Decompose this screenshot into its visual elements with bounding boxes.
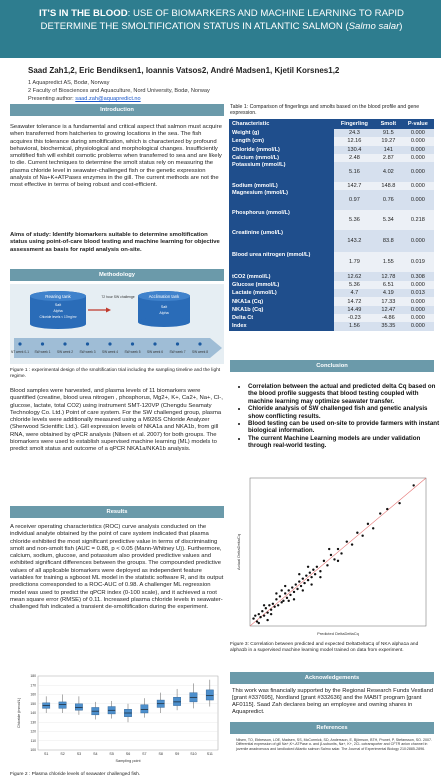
scatter-point	[312, 569, 314, 571]
timeline-label: SW week 6	[146, 350, 164, 354]
table-cell-characteristic: Lactate (mmol/L)	[229, 289, 334, 297]
y-tick-label: 140	[30, 711, 36, 716]
scatter-point	[293, 598, 295, 600]
box	[75, 704, 82, 710]
table-cell-characteristic: Blood urea nitrogen (mmol/L)	[229, 252, 334, 272]
table-cell-fingerling: 14.49	[334, 306, 375, 314]
table-row	[229, 289, 434, 297]
scatter-point	[302, 577, 304, 579]
figure2-boxplot	[12, 670, 224, 770]
timeline-marker	[131, 342, 134, 345]
figure1-caption: Figure 1 : experimental design of the smoltification trial including the sampling timeline and the light regime.	[10, 368, 221, 379]
scatter-point	[270, 613, 272, 615]
rearing-tank-label: Rearing tank	[45, 294, 71, 299]
table-row	[229, 137, 434, 145]
scatter-point	[333, 558, 335, 560]
table-header-smolt: Smolt	[375, 119, 402, 129]
table-cell-pvalue: 0.000	[402, 137, 434, 145]
conclusion-bullets	[238, 383, 441, 450]
table-row	[229, 182, 434, 190]
table1-caption: Table 1: Comparison of fingerlings and smolts based on the blood profile and gene expression.	[230, 104, 420, 117]
table-cell-pvalue: 0.000	[402, 230, 434, 252]
references-text: Nilsen, TO, Ebbesson, LOE, Madsen, SS, McCormick, SD, Andersson, E, Björnson, BTH, Prunet, P, Stefansson, SO. 2007. Differential expression of gill Na+,K+-ATPase α- and β-subunits, Na+, K+, 2Cl- cotransporter and CFTR anion channel in juvenile anadromous and landlocked Atlantic salmon Salmo salar. The Journal of Experimental Biology 210:2885-2896.	[236, 738, 432, 751]
table-cell-pvalue: 0.000	[402, 162, 434, 182]
table-row	[229, 252, 434, 272]
table-cell-pvalue: 0.013	[402, 289, 434, 297]
table-cell-fingerling: 5.16	[334, 162, 375, 182]
scatter-point	[284, 592, 286, 594]
scatter-point	[286, 597, 288, 599]
table-cell-smolt: 148.8	[375, 182, 402, 190]
table-row	[229, 306, 434, 314]
table-row	[229, 162, 434, 182]
acclimation-line-2: Alpha	[159, 311, 169, 315]
timeline-marker	[63, 342, 66, 345]
authors: Saad Zah1,2, Eric Bendiksen1, Ioannis Vatsos2, André Madsen1, Kjetil Korsnes1,2	[28, 66, 340, 75]
conclusion-bullet: • Chloride analysis of SW challenged fish and genetic analysis show conflicting results.	[248, 405, 441, 420]
scatter-point	[346, 540, 348, 542]
table-cell-fingerling: 1.56	[334, 322, 375, 330]
table-cell-smolt: 19.27	[375, 137, 402, 145]
scatter-point	[268, 604, 270, 606]
x-tick-label: S9	[174, 752, 180, 756]
scatter-point	[259, 616, 261, 618]
table-cell-fingerling: 12.16	[334, 137, 375, 145]
table-cell-pvalue: 0.218	[402, 210, 434, 230]
table-cell-smolt: 12.47	[375, 306, 402, 314]
table-cell-characteristic: Magnesium (mmol/L)	[229, 190, 334, 210]
x-tick-label: S3	[76, 752, 82, 756]
section-references: References	[230, 722, 434, 734]
timeline-marker	[86, 342, 89, 345]
scatter-point	[356, 532, 358, 534]
rearing-line-2: Alpha	[53, 309, 63, 313]
table-cell-characteristic: Length (cm)	[229, 137, 334, 145]
table-cell-smolt: 5.34	[375, 210, 402, 230]
x-tick-label: S5	[109, 752, 114, 756]
aims-paragraph: Aims of study: Identify biomarkers suitable to determine smoltification status using point-of-care blood testing and machine learning for objective assessment as basis for rapid analysis on-site.	[10, 232, 220, 253]
scatter-point	[386, 508, 388, 510]
scatter-point	[275, 598, 277, 600]
scatter-point	[284, 585, 286, 587]
scatter-point	[340, 552, 342, 554]
scatter-point	[252, 617, 254, 619]
table-cell-characteristic: Sodium (mmol/L)	[229, 182, 334, 190]
table-row	[229, 190, 434, 210]
title-rest: : USE OF BIOMARKERS AND MACHINE LEARNING TO RAPID DETERMINE THE SMOLTIFICATION STATUS IN ATLANTIC SALMON (	[40, 8, 404, 32]
y-tick-label: 100	[30, 748, 36, 753]
table-header-characteristic: Characteristic	[229, 119, 334, 129]
scatter-point	[266, 619, 268, 621]
scatter-point	[263, 604, 265, 606]
table-cell-smolt: -4.86	[375, 314, 402, 322]
table-cell-smolt: 35.35	[375, 322, 402, 330]
timeline-label: SW week 5	[124, 350, 141, 354]
scatter-point	[289, 594, 291, 596]
table-cell-pvalue: 0.000	[402, 281, 434, 289]
table-cell-characteristic: Index	[229, 322, 334, 330]
table-cell-pvalue: 0.000	[402, 322, 434, 330]
scatter-point	[314, 573, 316, 575]
table-cell-pvalue: 0.000	[402, 154, 434, 162]
timeline-label: SW week 1	[34, 350, 51, 354]
scatter-point	[258, 622, 260, 624]
timeline-label: SW week 2	[56, 350, 74, 354]
scatter-point	[280, 589, 282, 591]
table-row	[229, 129, 434, 137]
table-cell-fingerling: 24.3	[334, 129, 375, 137]
table-row	[229, 297, 434, 305]
table-cell-fingerling: 0.97	[334, 190, 375, 210]
x-axis-label: Sampling point	[115, 759, 141, 763]
x-tick-label: S7	[142, 752, 147, 756]
scatter-point	[351, 543, 353, 545]
table-row	[229, 322, 434, 330]
table-cell-characteristic: Calcium (mmol/L)	[229, 154, 334, 162]
y-tick-label: 170	[30, 683, 36, 688]
title-bold: IT'S IN THE BLOOD	[39, 8, 128, 19]
scatter-point	[288, 589, 290, 591]
acknowledgements-text: This work was financially supported by the Regional Research Funds Vestland [grant #337695], Nordland [grant #332636] and the MABIT program [grant AF0115]. Saad Zah declares being an employee and owning shares in Aquapredict.	[232, 688, 434, 715]
scatter-point	[254, 614, 256, 616]
table-cell-fingerling: 1.79	[334, 252, 375, 272]
scatter-point	[305, 574, 307, 576]
y-axis-label: Actual DeltaDeltaCq	[236, 533, 241, 571]
table-cell-fingerling: 5.36	[334, 210, 375, 230]
y-tick-label: 130	[30, 720, 36, 725]
scatter-point	[361, 535, 363, 537]
scatter-point	[258, 613, 260, 615]
scatter-point	[265, 607, 267, 609]
table-cell-smolt: 2.87	[375, 154, 402, 162]
timeline-marker	[41, 342, 44, 345]
box	[173, 697, 180, 705]
methodology-paragraph: Blood samples were harvested, and plasma levels of 11 biomarkers were quantified (creatine, blood urea nitrogen , phosphorus, Mg2+, K+, Ca2+, Na+, Cl-, glucose, lactate, total CO2) using instrument SMT-120VP (Chengdu Seamaty Technology Co. Ltd.) Point of care system. For the SW challenged group, plasma chloride levels were additionally measured using a M926S Chloride Analyzer (Sherwood Scientific Ltd.). Gill expression levels of NKA1a and NKA1b, from gill RNA, were obtained by qPCR analysis (Nilsen et al. 2007) for both groups. The biomarkers were used to establish supervised machine learning (ML) models to predict smolt status and outcome of a qPCR NKA1a/NKA1b analysis.	[10, 388, 223, 453]
table-cell-fingerling: 142.7	[334, 182, 375, 190]
scatter-point	[277, 604, 279, 606]
scatter-point	[379, 512, 381, 514]
scatter-point	[316, 566, 318, 568]
scatter-point	[307, 579, 309, 581]
scatter-point	[307, 566, 309, 568]
scatter-point	[319, 570, 321, 572]
scatter-point	[293, 591, 295, 593]
table-cell-characteristic: Phosphorus (mmol/L)	[229, 210, 334, 230]
y-tick-label: 150	[30, 701, 36, 706]
table-row	[229, 146, 434, 154]
x-tick-label: S11	[206, 752, 213, 756]
figure3-scatter	[232, 472, 432, 640]
table-cell-pvalue: 0.019	[402, 252, 434, 272]
table-cell-fingerling: 143.2	[334, 230, 375, 252]
y-tick-label: 120	[30, 729, 36, 734]
table-cell-pvalue: 0.000	[402, 297, 434, 305]
table-row	[229, 230, 434, 252]
table-row	[229, 281, 434, 289]
table-cell-pvalue: 0.000	[402, 146, 434, 154]
methodology-diagram	[10, 284, 224, 364]
acclimation-label: Acclimation tank	[148, 294, 180, 299]
table-cell-fingerling: 5.36	[334, 281, 375, 289]
table-cell-smolt: 141	[375, 146, 402, 154]
figure2-caption: Figure 2 : Plasma chloride levels of seawater challenged fish.	[10, 772, 141, 777]
scatter-point	[298, 580, 300, 582]
poster-header	[0, 0, 441, 58]
table-cell-pvalue: 0.000	[402, 190, 434, 210]
acclimation-line-1: Salt	[160, 305, 168, 309]
scatter-point	[296, 588, 298, 590]
scatter-point	[261, 610, 263, 612]
table-cell-fingerling: 130.4	[334, 146, 375, 154]
affiliation-2: 2 Faculty of Biosciences and Aquaculture, Nord University, Bodø, Norway	[28, 88, 210, 94]
table-cell-smolt: 0.76	[375, 190, 402, 210]
timeline-marker	[18, 342, 21, 345]
table-cell-characteristic: Delta Ct	[229, 314, 334, 322]
presenting-label: Presenting author:	[28, 96, 76, 102]
table-cell-characteristic: Glucose (mmol/L)	[229, 281, 334, 289]
table-cell-fingerling: -0.23	[334, 314, 375, 322]
scatter-point	[288, 600, 290, 602]
results-paragraph: A receiver operating characteristics (ROC) curve analysis conducted on the individual analyte obtained by the point of care system indicated that plasma chloride exhibited the most significant predictive value in terms of discriminating smolt and non-smolt fish (AUC = 0.88, p < 0.05 (Mann-Whitney U)). Furthermore, calcium, sodium, glucose, and potassium also provided predictive values and exhibited significant differences between the groups. The compounded predictive values of all applicable biomarkers were deployed as independent feature variables for training a xgboost ML model in the statistic software R, and its output predictions corresponded to a ROC-AUC of 0.98. A challenger ML regression model was used to predict the qPCR index (0-100 scale), and it achieved a root mean square error (RMSE) of 0.11. Increased plasma chloride levels in seawater-challenged fish indicated a transient de-smoltification during the experiment.	[10, 524, 224, 611]
scatter-point	[330, 554, 332, 556]
table-row	[229, 210, 434, 230]
scatter-point	[309, 572, 311, 574]
scatter-point	[275, 592, 277, 594]
conclusion-bullet: • Blood testing can be used on-site to provide farmers with instant biological information.	[248, 420, 441, 435]
timeline-marker	[153, 342, 156, 345]
table-cell-smolt: 6.51	[375, 281, 402, 289]
timeline-marker	[198, 342, 201, 345]
scatter-point	[337, 548, 339, 550]
scatter-point	[273, 606, 275, 608]
scatter-point	[310, 576, 312, 578]
table-cell-characteristic: Chloride (mmol/L)	[229, 146, 334, 154]
section-results: Results	[10, 506, 224, 518]
scatter-point	[291, 586, 293, 588]
presenting-author	[28, 96, 141, 102]
table-cell-smolt: 1.55	[375, 252, 402, 272]
scatter-point	[263, 614, 265, 616]
affiliation-1: 1 Aquapredict AS, Bodø, Norway	[28, 80, 110, 86]
box	[141, 705, 148, 713]
timeline-marker	[176, 342, 179, 345]
scatter-point	[337, 560, 339, 562]
x-tick-label: S2	[60, 752, 65, 756]
x-tick-label: S8	[158, 752, 163, 756]
table-cell-fingerling: 2.48	[334, 154, 375, 162]
scatter-point	[412, 484, 414, 486]
scatter-point	[266, 611, 268, 613]
table-cell-smolt: 4.19	[375, 289, 402, 297]
scatter-point	[303, 582, 305, 584]
table1	[229, 119, 434, 331]
title-italic: Salmo salar	[348, 20, 400, 32]
table-cell-smolt: 12.78	[375, 272, 402, 280]
table-cell-smolt: 4.02	[375, 162, 402, 182]
scatter-point	[300, 585, 302, 587]
table-cell-pvalue: 0.000	[402, 129, 434, 137]
scatter-point	[328, 548, 330, 550]
x-tick-label: S4	[93, 752, 98, 756]
box	[59, 702, 66, 708]
poster-title	[14, 8, 429, 33]
x-tick-label: S6	[125, 752, 131, 756]
timeline-label: SW week 8	[191, 350, 209, 354]
table-row	[229, 314, 434, 322]
table-cell-characteristic: Creatinine (umol/L)	[229, 230, 334, 252]
scatter-point	[310, 583, 312, 585]
section-acknowledgements: Acknowledgements	[230, 672, 434, 684]
y-axis-label: Chloride (mmol/L)	[17, 697, 21, 729]
table-cell-smolt: 91.5	[375, 129, 402, 137]
scatter-point	[398, 502, 400, 504]
scatter-point	[326, 564, 328, 566]
x-tick-label: S1	[43, 752, 49, 756]
section-introduction: Introduction	[10, 104, 224, 116]
scatter-point	[367, 523, 369, 525]
table-cell-pvalue: 0.000	[402, 306, 434, 314]
table-cell-characteristic: tCO2 (mmol/L)	[229, 272, 334, 280]
scatter-point	[295, 583, 297, 585]
table-row	[229, 154, 434, 162]
scatter-point	[279, 595, 281, 597]
conclusion-bullet: • Correlation between the actual and predicted delta Cq based on the blood profile suggests that blood testing coupled with machine learning may optimize seawater transfer.	[248, 383, 441, 405]
scatter-point	[323, 560, 325, 562]
table-cell-characteristic: NKA1b (Cq)	[229, 306, 334, 314]
table-cell-pvalue: 0.000	[402, 182, 434, 190]
table-cell-characteristic: Potassium (mmol/L)	[229, 162, 334, 182]
conclusion-bullet: • The current Machine Learning models are under validation through real-world testing.	[248, 435, 441, 450]
table-cell-fingerling: 12.62	[334, 272, 375, 280]
table-cell-pvalue: 0.308	[402, 272, 434, 280]
x-tick-label: S10	[190, 752, 197, 756]
figure3-caption: Figure 3: Correlation between predicted and expected DeltaDeltaCq of NKA alpha1a and alpha1b in a supervised machine learning model trained on data from experiment.	[230, 642, 419, 653]
table-cell-fingerling: 4.7	[334, 289, 375, 297]
rearing-line-3: Chloride levels < 17mg/m³	[39, 315, 77, 319]
box	[206, 690, 213, 700]
scatter-point	[282, 600, 284, 602]
table-cell-smolt: 83.8	[375, 230, 402, 252]
table-header-fingerling: Fingerling	[334, 119, 375, 129]
table-cell-characteristic: NKA1a (Cq)	[229, 297, 334, 305]
table-header-pvalue: P-value	[402, 119, 434, 129]
y-tick-label: 180	[30, 674, 36, 679]
challenge-label: 72 hour SW challenge	[101, 295, 135, 299]
y-tick-label: 110	[30, 738, 36, 743]
intro-paragraph: Seawater tolerance is a fundamental and critical aspect that salmon must acquire when transferred from hatcheries to growing locations in the sea. The fish acquires this tolerance during smoltification, which is characterized by profound behavioral, biochemical, physiological and morphological changes. Insufficiently smoltified fish will exhibit osmotic problems when transferred to sea and are likely to die. Current techniques to determine the smolt status rely on measuring the plasma chloride level in seawater-challenged fish or the genetic expression analysis of Na+K+ATPases enzymes in the gill. The current methods are not the most effective in terms of being robust and cost-efficient.	[10, 124, 222, 189]
table-cell-fingerling: 14.72	[334, 297, 375, 305]
title-end: )	[399, 20, 403, 32]
presenting-email-link[interactable]: saad.zah@aquapredict.no	[75, 96, 141, 102]
scatter-point	[302, 589, 304, 591]
table-cell-characteristic: Weight (g)	[229, 129, 334, 137]
timeline-label: SW week 4	[101, 350, 119, 354]
scatter-point	[319, 576, 321, 578]
timeline-label: SW week 3	[79, 350, 96, 354]
rearing-line-1: Salt	[54, 303, 62, 307]
section-methodology: Methodology	[10, 269, 224, 281]
scatter-point	[298, 573, 300, 575]
y-tick-label: 160	[30, 692, 36, 697]
scatter-point	[372, 527, 374, 529]
x-axis-label: Predicted DeltaDeltaCq	[317, 631, 359, 636]
table-cell-pvalue: 0.000	[402, 314, 434, 322]
timeline-marker	[108, 342, 111, 345]
scatter-point	[272, 603, 274, 605]
section-conclusion: Conclusion	[230, 360, 434, 372]
scatter-point	[270, 609, 272, 611]
table-row	[229, 272, 434, 280]
timeline-label: SW week 7	[169, 350, 186, 354]
table-cell-smolt: 17.33	[375, 297, 402, 305]
timeline-label: NT week 0-1	[10, 350, 30, 354]
